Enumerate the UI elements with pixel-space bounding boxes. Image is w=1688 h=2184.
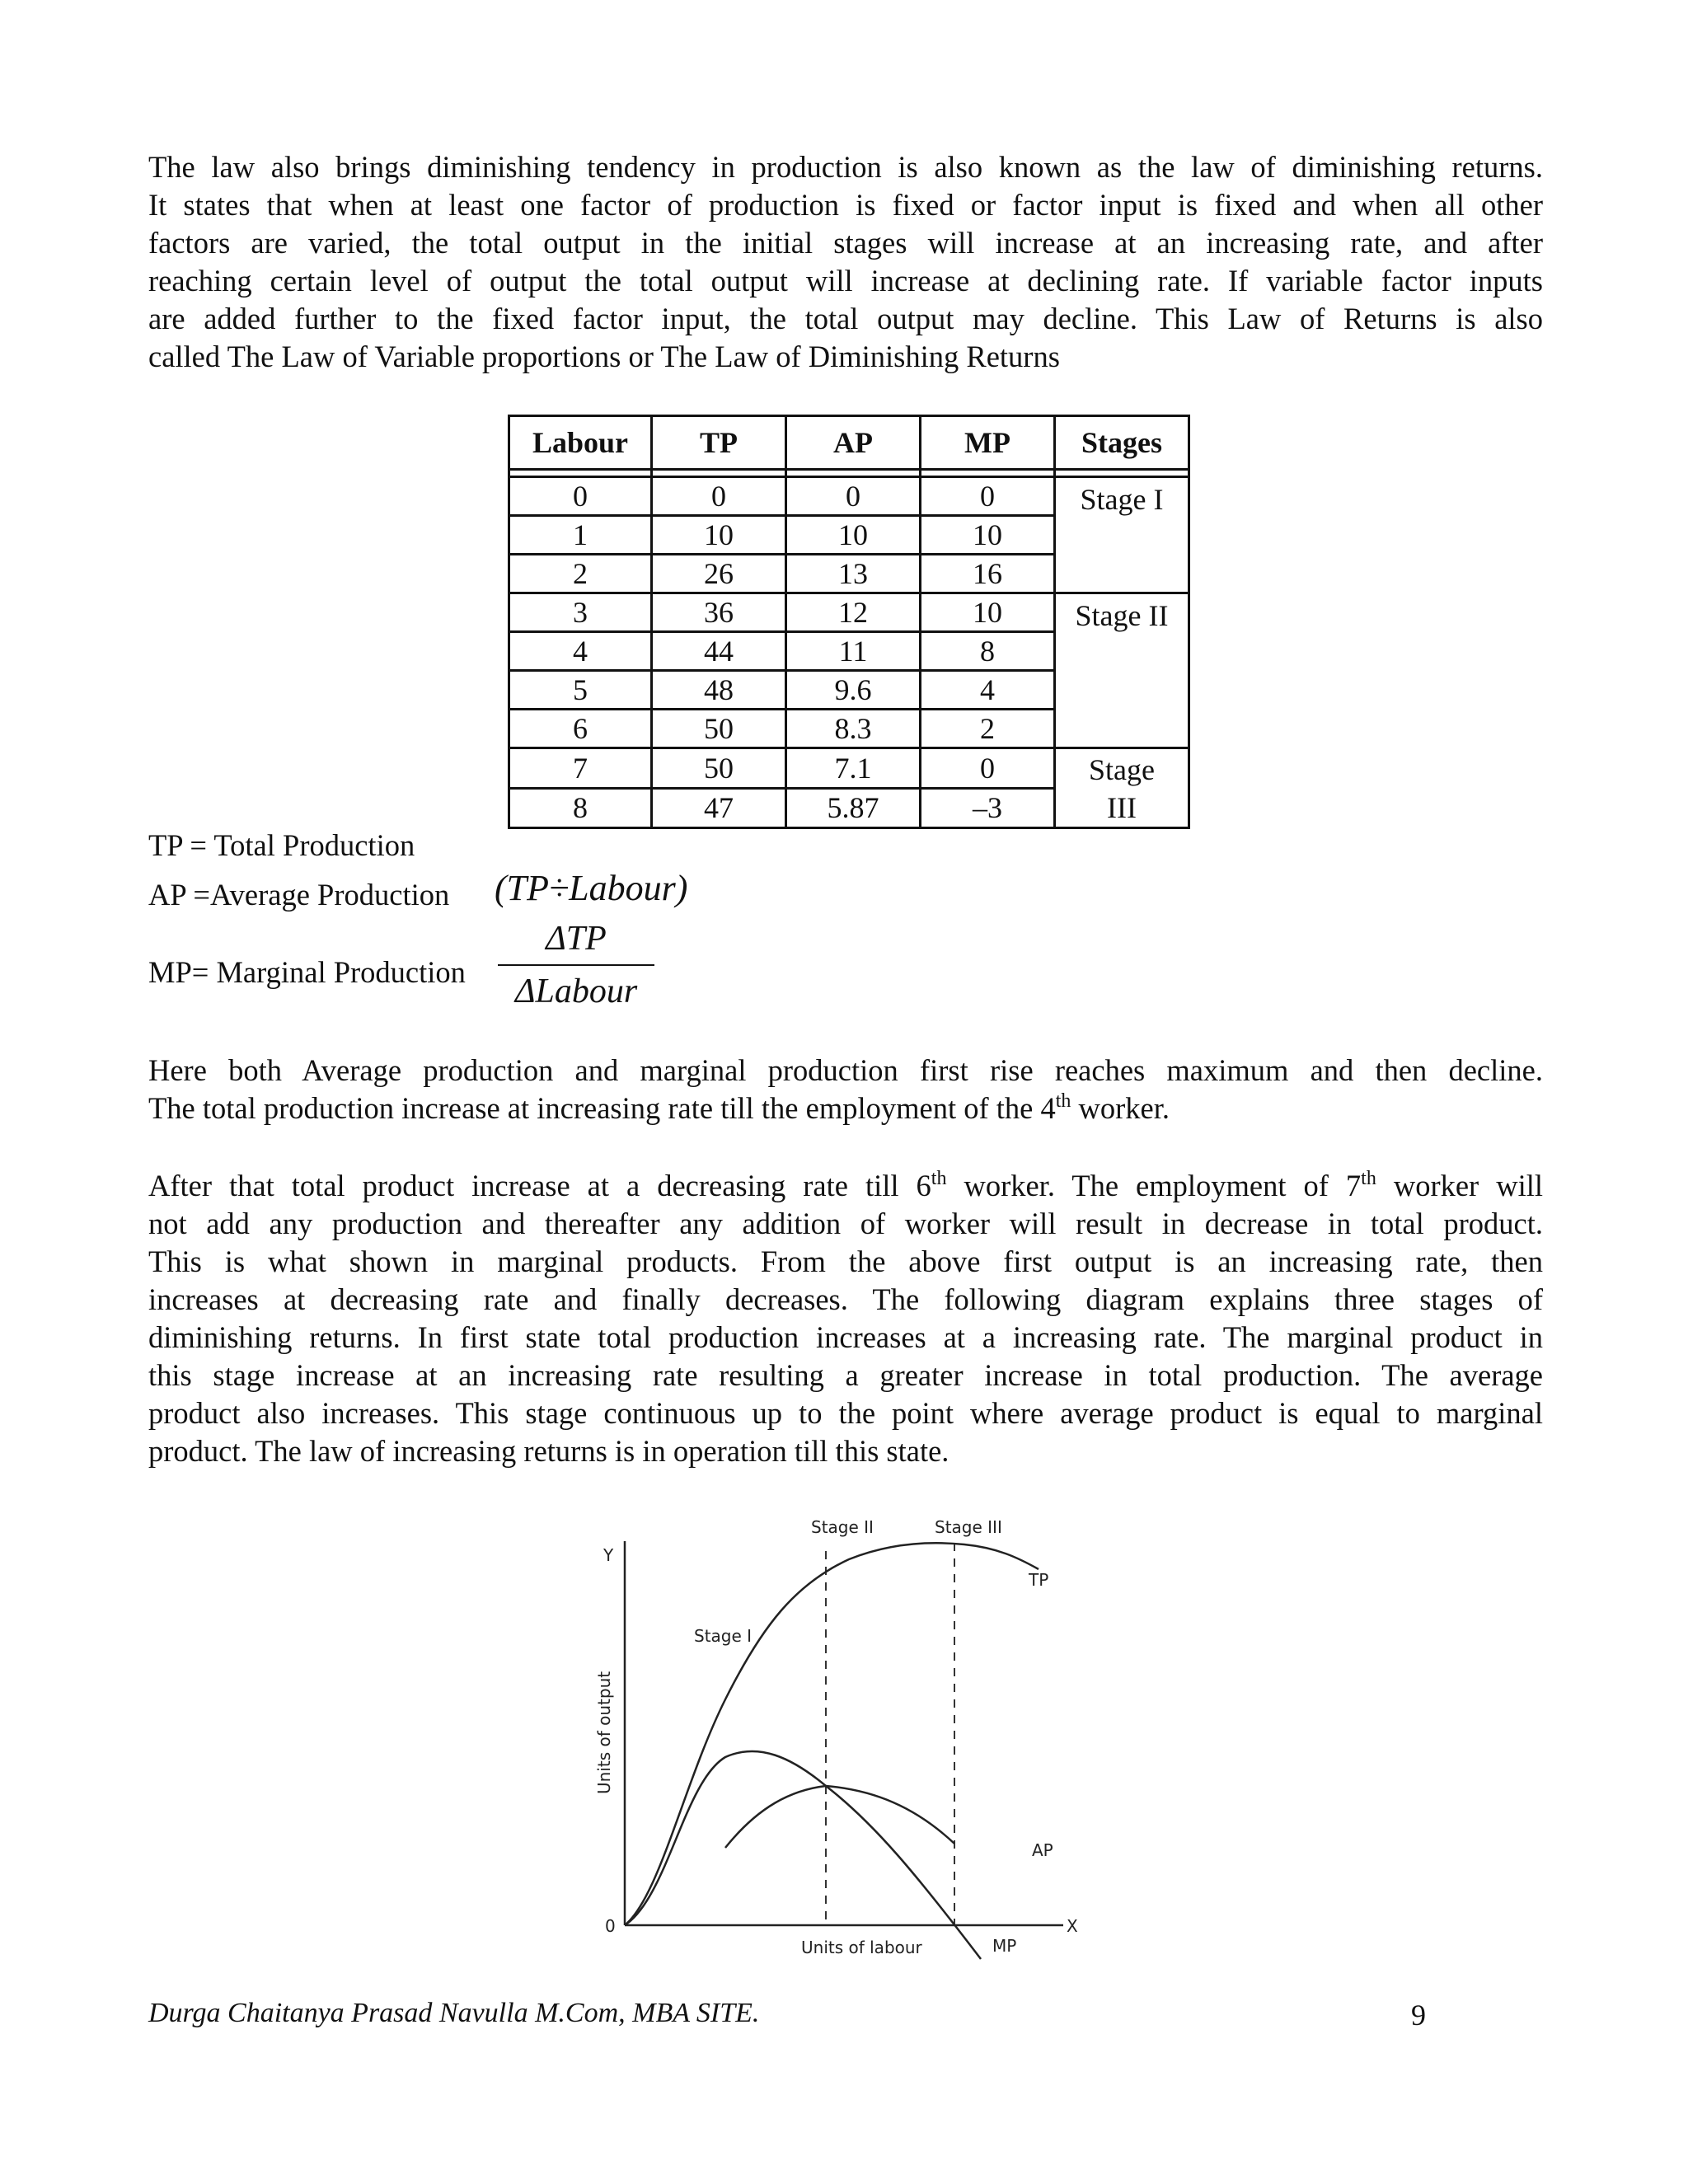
table-cell: 5 [509, 671, 652, 710]
second-paragraph [148, 1052, 1543, 1127]
mp-denominator: ΔLabour [514, 972, 638, 1010]
table-cell: 10 [786, 516, 921, 555]
intro-line: are added further to the fixed factor input, the total output may decline. This Law of Returns is also [148, 302, 1543, 335]
text-run: After that total product increase at a decreasing rate till 6 [148, 1169, 931, 1202]
mp-curve [625, 1751, 981, 1959]
mp-formula [498, 916, 654, 1014]
tp-definition: TP = Total Production [148, 828, 415, 862]
origin-label: 0 [605, 1916, 616, 1936]
table-row [509, 477, 1189, 516]
footer-author: Durga Chaitanya Prasad Navulla M.Com, MBA SITE. [148, 1998, 760, 2028]
intro-paragraph [148, 148, 1543, 376]
table-cell: 9.6 [786, 671, 921, 710]
table-cell: 26 [652, 555, 786, 593]
x-axis-letter: X [1067, 1916, 1078, 1936]
chart-stage-two-label: Stage II [811, 1517, 874, 1537]
table-cell: 0 [652, 477, 786, 516]
table-cell: 50 [652, 748, 786, 789]
table-cell: 16 [921, 555, 1055, 593]
superscript: th [1361, 1168, 1376, 1189]
second-paragraph-line: Here both Average production and marginal production first rise reaches maximum and then decline. [148, 1053, 1543, 1087]
table-cell: 47 [652, 788, 786, 828]
table-cell: 6 [509, 710, 652, 748]
y-axis-letter: Y [603, 1545, 614, 1565]
table-cell: 10 [921, 516, 1055, 555]
table-cell: 7 [509, 748, 652, 789]
table-cell: 48 [652, 671, 786, 710]
intro-line: The law also brings diminishing tendency in production is also known as the law of diminishing returns. [148, 150, 1543, 184]
ap-curve-label: AP [1032, 1840, 1053, 1860]
table-cell: 8 [509, 788, 652, 828]
third-paragraph-line: diminishing returns. In first state total production increases at a increasing rate. The marginal product in [148, 1320, 1543, 1354]
table-cell: 12 [786, 593, 921, 632]
table-cell: 5.87 [786, 788, 921, 828]
text-run: worker. The employment of 7 [946, 1169, 1362, 1202]
table-cell: 36 [652, 593, 786, 632]
third-paragraph-line: This is what shown in marginal products. From the above first output is an increasing rate, then [148, 1244, 1543, 1278]
table-cell: 0 [921, 748, 1055, 789]
table-cell: 4 [509, 632, 652, 671]
ap-definition: AP =Average Production [148, 878, 450, 912]
chart-stage-one-label: Stage I [694, 1626, 753, 1646]
table-cell: 50 [652, 710, 786, 748]
third-paragraph-line: not add any production and thereafter any addition of worker will result in decrease in total product. [148, 1207, 1543, 1240]
intro-line: factors are varied, the total output in the initial stages will increase at an increasing rate, and after [148, 226, 1543, 260]
table-cell: 44 [652, 632, 786, 671]
third-paragraph-line: increases at decreasing rate and finally decreases. The following diagram explains three stages of [148, 1282, 1543, 1316]
chart-stage-three-label: Stage III [935, 1517, 1002, 1537]
table-cell: 2 [509, 555, 652, 593]
intro-line: It states that when at least one factor of production is fixed or factor input is fixed and when all other [148, 188, 1543, 222]
production-table [508, 415, 1190, 829]
stage-three-cell [1055, 748, 1189, 828]
y-axis-title: Units of output [594, 1671, 614, 1794]
header-tp: TP [652, 416, 786, 470]
text-run: worker. [1071, 1091, 1170, 1125]
stage-two-cell: Stage II [1055, 593, 1189, 748]
table-row [509, 593, 1189, 632]
table-cell: 0 [921, 477, 1055, 516]
ap-formula: (TP÷Labour) [495, 868, 688, 908]
text-run: The total production increase at increasing rate till the employment of the 4 [148, 1091, 1056, 1125]
superscript: th [1055, 1090, 1071, 1112]
diminishing-returns-chart [577, 1510, 1088, 1971]
table-row [509, 748, 1189, 789]
tp-curve-label: TP [1029, 1570, 1049, 1590]
header-ap: AP [786, 416, 921, 470]
table-cell: 8.3 [786, 710, 921, 748]
table-cell: –3 [921, 788, 1055, 828]
x-axis-title: Units of labour [801, 1938, 922, 1957]
table-cell: 11 [786, 632, 921, 671]
second-paragraph-line [148, 1090, 1543, 1127]
header-stages: Stages [1055, 416, 1189, 470]
mp-numerator: ΔTP [546, 920, 607, 958]
table-cell: 0 [509, 477, 652, 516]
stage-one-cell: Stage I [1055, 477, 1189, 593]
mp-curve-label: MP [992, 1936, 1017, 1956]
third-paragraph-line: product. The law of increasing returns is in operation till this state. [148, 1434, 950, 1468]
third-paragraph-line [148, 1167, 1543, 1205]
stage-three-word: Stage [1089, 753, 1155, 786]
intro-line: called The Law of Variable proportions or The Law of Diminishing Returns [148, 340, 1060, 373]
table-header-row [509, 416, 1189, 470]
header-mp: MP [921, 416, 1055, 470]
table-cell: 1 [509, 516, 652, 555]
table-cell: 10 [652, 516, 786, 555]
table-cell: 10 [921, 593, 1055, 632]
ap-curve [725, 1786, 954, 1848]
table-cell: 7.1 [786, 748, 921, 789]
table-cell: 3 [509, 593, 652, 632]
table-cell: 4 [921, 671, 1055, 710]
table-cell: 8 [921, 632, 1055, 671]
third-paragraph-line: this stage increase at an increasing rate resulting a greater increase in total production. The average [148, 1358, 1543, 1392]
header-labour: Labour [509, 416, 652, 470]
third-paragraph [148, 1167, 1543, 1470]
superscript: th [931, 1168, 947, 1189]
mp-definition: MP= Marginal Production [148, 955, 466, 989]
fraction-bar [498, 964, 654, 966]
tp-curve [625, 1543, 1039, 1925]
table-gap-row [509, 470, 1189, 477]
intro-line: reaching certain level of output the total output will increase at declining rate. If variable factor inputs [148, 264, 1543, 298]
table-cell: 13 [786, 555, 921, 593]
table-cell: 2 [921, 710, 1055, 748]
table-cell: 0 [786, 477, 921, 516]
page-number: 9 [1411, 1999, 1426, 2032]
stage-three-numeral: III [1107, 791, 1137, 824]
text-run: worker will [1376, 1169, 1543, 1202]
third-paragraph-line: product also increases. This stage continuous up to the point where average product is equal to marginal [148, 1396, 1543, 1430]
